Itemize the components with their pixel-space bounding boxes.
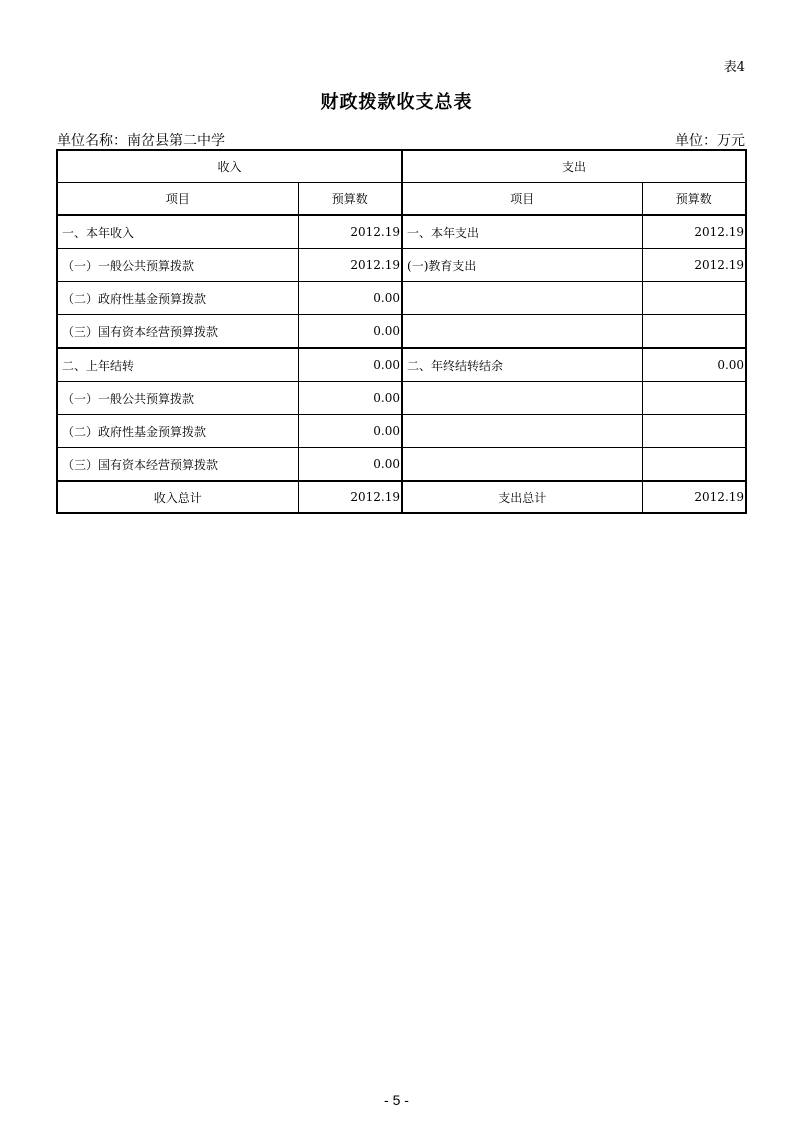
expense-value-cell — [642, 448, 746, 482]
income-value-cell: 0.00 — [298, 315, 402, 349]
expense-item-cell — [402, 282, 642, 315]
income-budget-header: 预算数 — [298, 183, 402, 216]
income-section-header: 收入 — [57, 150, 402, 183]
income-value-cell: 0.00 — [298, 415, 402, 448]
expense-value-cell: 2012.19 — [642, 215, 746, 249]
expense-item-cell — [402, 448, 642, 482]
table-row — [57, 215, 746, 249]
expense-item-cell — [402, 415, 642, 448]
expense-item-cell: (一)教育支出 — [402, 249, 642, 282]
fiscal-appropriation-table — [56, 149, 747, 514]
expense-item-header: 项目 — [402, 183, 642, 216]
income-item-cell: （一）一般公共预算拨款 — [57, 249, 298, 282]
income-item-cell: 一、本年收入 — [57, 215, 298, 249]
expense-item-cell: 一、本年支出 — [402, 215, 642, 249]
income-item-cell: 二、上年结转 — [57, 348, 298, 382]
income-item-header: 项目 — [57, 183, 298, 216]
table-row — [57, 348, 746, 382]
table-row — [57, 249, 746, 282]
expense-section-header: 支出 — [402, 150, 746, 183]
section-header-row — [57, 150, 746, 183]
table-row — [57, 415, 746, 448]
currency-unit-label: 单位：万元 — [675, 133, 745, 149]
page-title: 财政拨款收支总表 — [320, 92, 473, 113]
income-value-cell: 0.00 — [298, 348, 402, 382]
unit-name-label: 单位名称：南岔县第二中学 — [57, 133, 225, 149]
income-value-cell: 0.00 — [298, 282, 402, 315]
expense-item-cell — [402, 382, 642, 415]
expense-budget-header: 预算数 — [642, 183, 746, 216]
table-number: 表4 — [723, 60, 745, 75]
income-item-cell: （一）一般公共预算拨款 — [57, 382, 298, 415]
expense-value-cell — [642, 282, 746, 315]
income-total-value: 2012.19 — [298, 481, 402, 513]
totals-row — [57, 481, 746, 513]
expense-value-cell — [642, 382, 746, 415]
income-value-cell: 2012.19 — [298, 215, 402, 249]
table-row — [57, 382, 746, 415]
expense-item-cell: 二、年终结转结余 — [402, 348, 642, 382]
expense-value-cell — [642, 315, 746, 349]
income-value-cell: 2012.19 — [298, 249, 402, 282]
table-row — [57, 282, 746, 315]
expense-value-cell — [642, 415, 746, 448]
income-total-label: 收入总计 — [57, 481, 298, 513]
expense-total-value: 2012.19 — [642, 481, 746, 513]
column-header-row — [57, 183, 746, 216]
table-row — [57, 448, 746, 482]
expense-total-label: 支出总计 — [402, 481, 642, 513]
income-item-cell: （二）政府性基金预算拨款 — [57, 415, 298, 448]
expense-value-cell: 2012.19 — [642, 249, 746, 282]
page-number: - 5 - — [384, 1092, 409, 1108]
expense-item-cell — [402, 315, 642, 349]
income-value-cell: 0.00 — [298, 382, 402, 415]
income-item-cell: （二）政府性基金预算拨款 — [57, 282, 298, 315]
income-value-cell: 0.00 — [298, 448, 402, 482]
expense-value-cell: 0.00 — [642, 348, 746, 382]
table-row — [57, 315, 746, 349]
income-item-cell: （三）国有资本经营预算拨款 — [57, 315, 298, 349]
income-item-cell: （三）国有资本经营预算拨款 — [57, 448, 298, 482]
